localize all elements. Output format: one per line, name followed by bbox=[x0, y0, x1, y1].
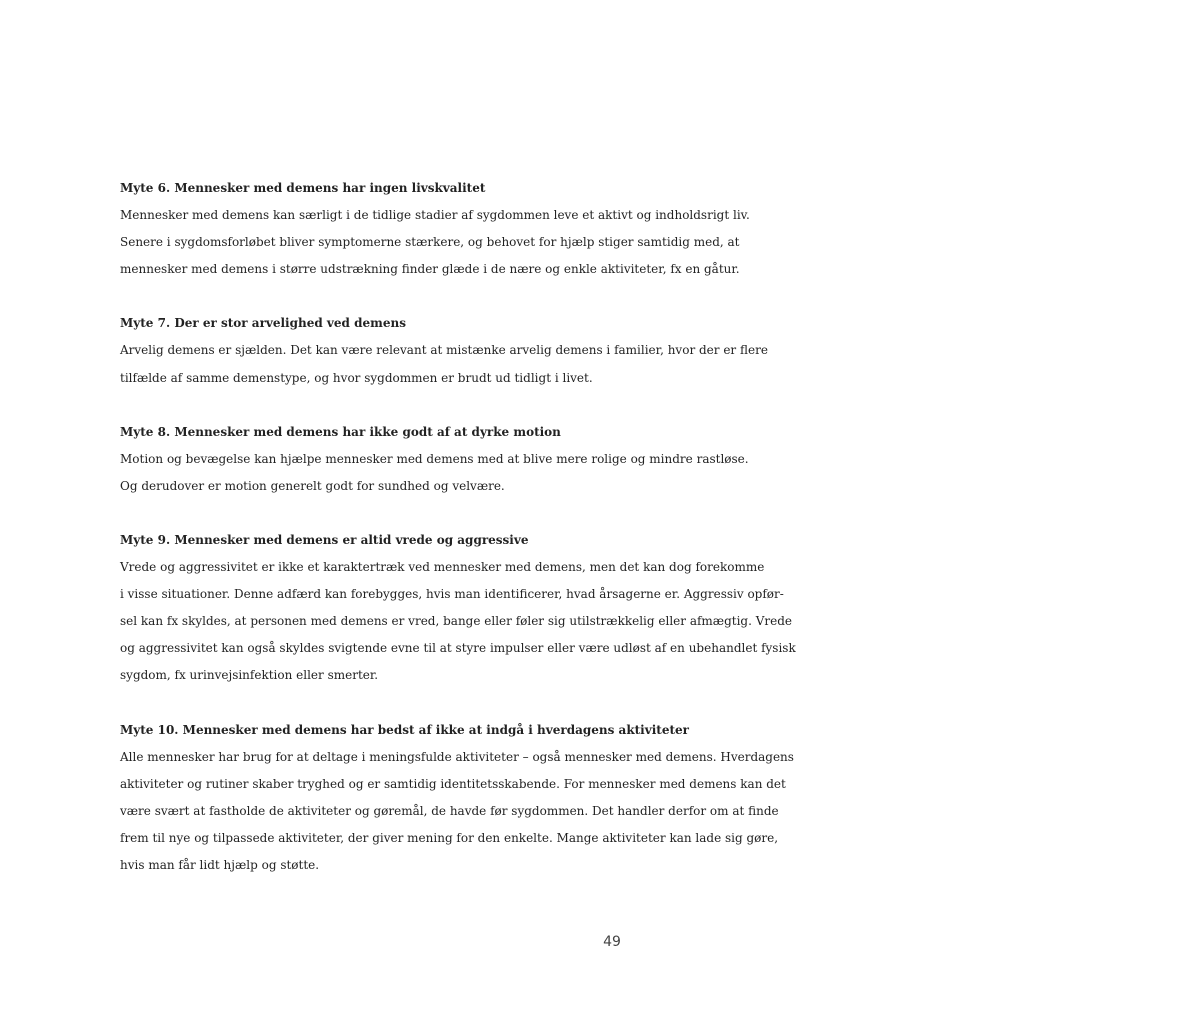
myth-section-10 bbox=[120, 717, 1120, 880]
section-heading: Myte 9. Mennesker med demens er altid vrede og aggressive bbox=[120, 532, 529, 547]
myth-section-7 bbox=[120, 310, 1120, 391]
section-heading: Myte 8. Mennesker med demens har ikke godt af at dyrke motion bbox=[120, 424, 561, 439]
myth-section-8 bbox=[120, 419, 1120, 500]
paragraph-line: hvis man får lidt hjælp og støtte. bbox=[120, 857, 320, 872]
paragraph-line: Mennesker med demens kan særligt i de tidlige stadier af sygdommen leve et aktivt og indholdsrigt liv. bbox=[120, 208, 750, 223]
document-body bbox=[120, 175, 1120, 906]
paragraph-line: sel kan fx skyldes, at personen med demens er vred, bange eller føler sig utilstrækkelig eller afmægtig. Vrede bbox=[120, 614, 793, 629]
paragraph-line: Motion og bevægelse kan hjælpe mennesker med demens med at blive mere rolige og mindre rastløse. bbox=[120, 451, 749, 466]
page-number: 49 bbox=[603, 934, 621, 950]
paragraph-line: sygdom, fx urinvejsinfektion eller smerter. bbox=[120, 668, 379, 683]
paragraph-line: tilfælde af samme demenstype, og hvor sygdommen er brudt ud tidligt i livet. bbox=[120, 370, 593, 385]
paragraph-line: Vrede og aggressivitet er ikke et karaktertræk ved mennesker med demens, men det kan dog forekomme bbox=[120, 560, 765, 575]
paragraph-line: Alle mennesker har brug for at deltage i meningsfulde aktiviteter – også mennesker med demens. Hverdagens bbox=[120, 749, 794, 764]
myth-section-6 bbox=[120, 175, 1120, 283]
paragraph-line: aktiviteter og rutiner skaber tryghed og er samtidig identitetsskabende. For mennesker med demens kan det bbox=[120, 776, 786, 791]
section-heading: Myte 10. Mennesker med demens har bedst af ikke at indgå i hverdagens aktiviteter bbox=[120, 722, 689, 737]
myth-section-9 bbox=[120, 527, 1120, 690]
paragraph-line: i visse situationer. Denne adfærd kan forebygges, hvis man identificerer, hvad årsagerne er. Aggressiv opfør- bbox=[120, 587, 784, 602]
paragraph-line: Senere i sygdomsforløbet bliver symptomerne stærkere, og behovet for hjælp stiger samtidig med, at bbox=[120, 235, 740, 250]
paragraph-line: Arvelig demens er sjælden. Det kan være relevant at mistænke arvelig demens i familier, hvor der er flere bbox=[120, 343, 768, 358]
paragraph-line: og aggressivitet kan også skyldes svigtende evne til at styre impulser eller være udløst af en ubehandlet fysisk bbox=[120, 641, 796, 656]
section-heading: Myte 7. Der er stor arvelighed ved demens bbox=[120, 316, 406, 331]
paragraph-line: mennesker med demens i større udstrækning finder glæde i de nære og enkle aktiviteter, fx en gåtur. bbox=[120, 262, 740, 277]
paragraph-line: frem til nye og tilpassede aktiviteter, der giver mening for den enkelte. Mange aktiviteter kan lade sig gøre, bbox=[120, 830, 779, 845]
paragraph-line: være svært at fastholde de aktiviteter og gøremål, de havde før sygdommen. Det handler derfor om at finde bbox=[120, 803, 779, 818]
paragraph-line: Og derudover er motion generelt godt for sundhed og velvære. bbox=[120, 478, 505, 493]
section-heading: Myte 6. Mennesker med demens har ingen livskvalitet bbox=[120, 181, 486, 195]
